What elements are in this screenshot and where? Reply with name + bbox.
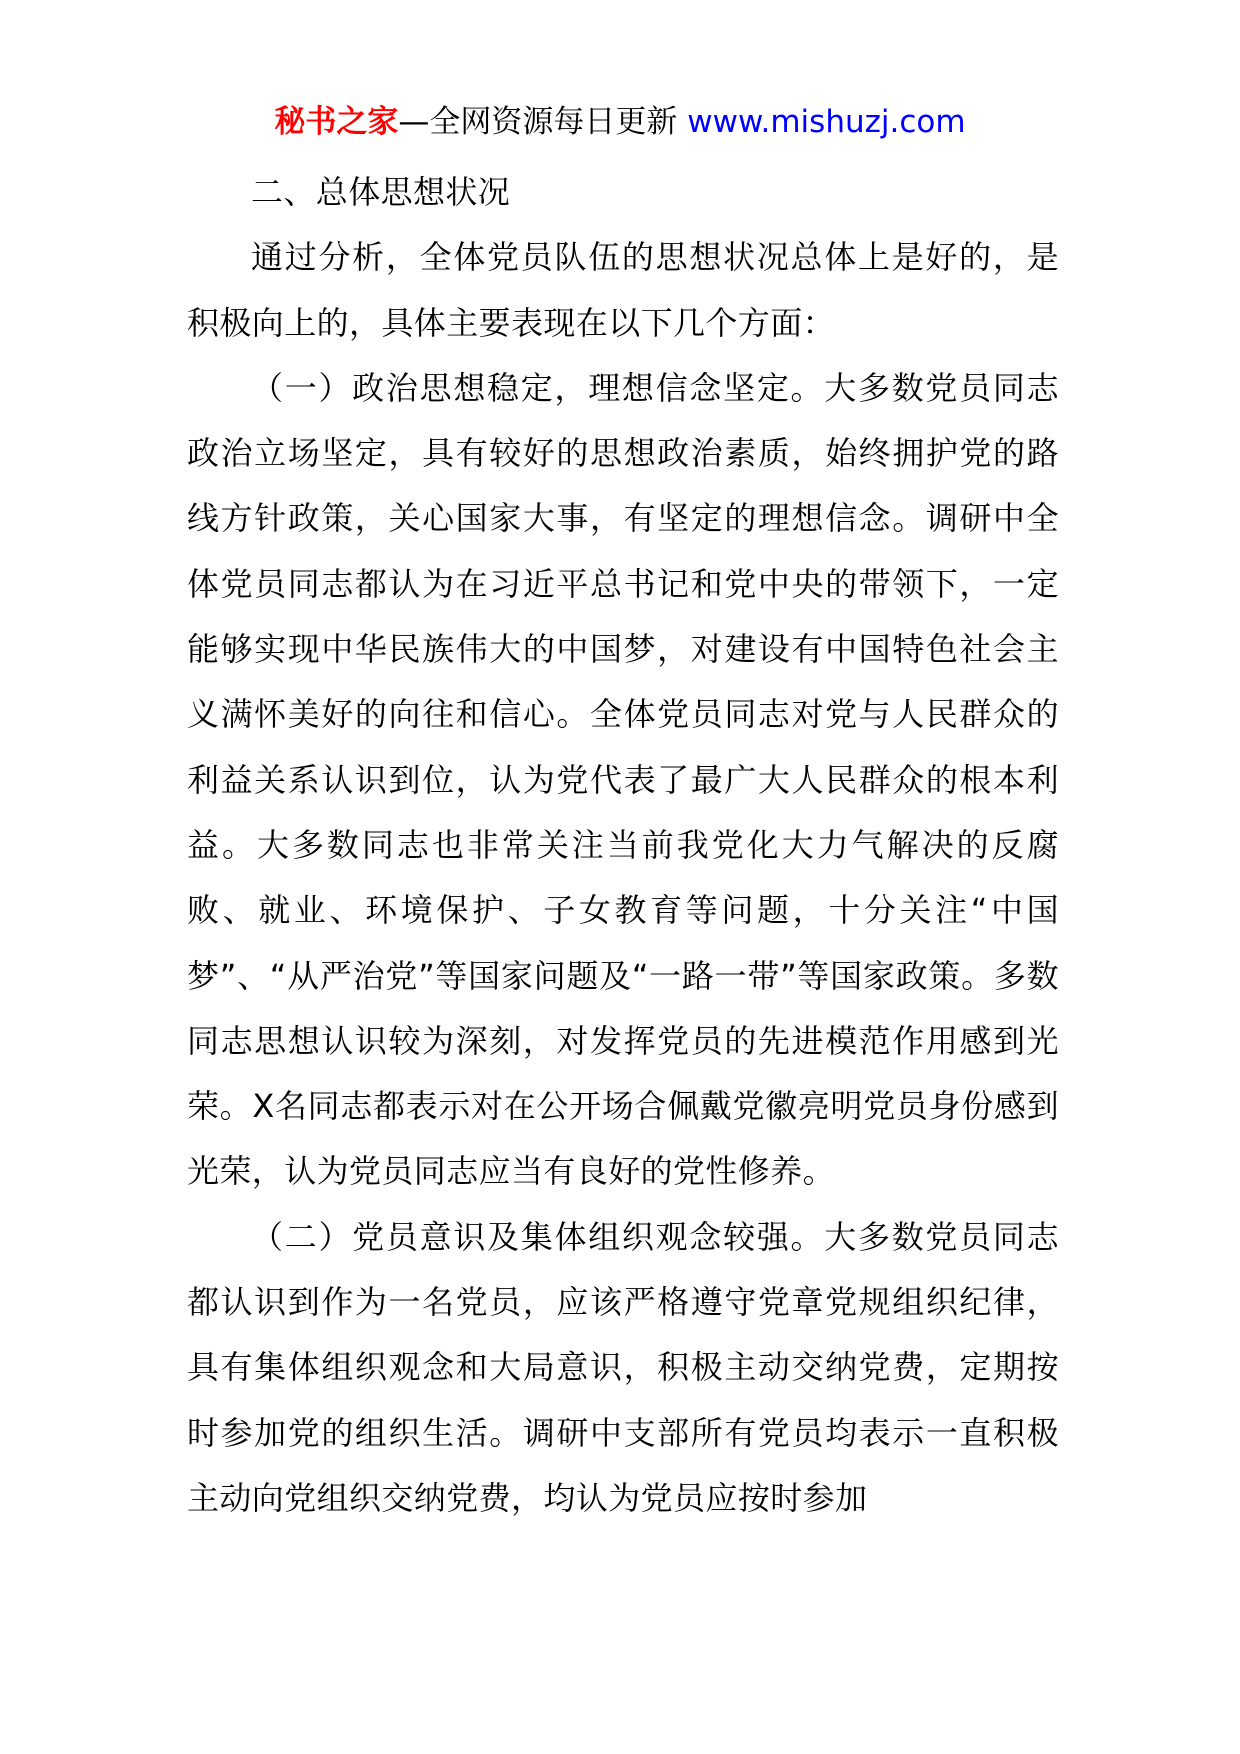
- document-body: [187, 160, 1059, 1531]
- header-tagline: —全网资源每日更新: [398, 104, 688, 140]
- site-url-link[interactable]: www.mishuzj.com: [687, 104, 966, 140]
- section-heading: 二、总体思想状况: [251, 173, 511, 211]
- paragraph-party-awareness: （二）党员意识及集体组织观念较强。大多数党员同志都认识到作为一名党员，应该严格遵守党章党规组织纪律，具有集体组织观念和大局意识，积极主动交纳党费，定期按时参加党的组织生活。调研中支部所有党员均表示一直积极主动向党组织交纳党费，均认为党员应按时参加: [187, 1217, 1059, 1517]
- paragraph-political-thought: （一）政治思想稳定，理想信念坚定。大多数党员同志政治立场坚定，具有较好的思想政治素质，始终拥护党的路线方针政策，关心国家大事，有坚定的理想信念。调研中全体党员同志都认为在习近平总书记和党中央的带领下，一定能够实现中华民族伟大的中国梦，对建设有中国特色社会主义满怀美好的向往和信心。全体党员同志对党与人民群众的利益关系认识到位，认为党代表了最广大人民群众的根本利益。大多数同志也非常关注当前我党化大力气解决的反腐败、就业、环境保护、子女教育等问题，十分关注“中国梦”、“从严治党”等国家问题及“一路一带”等国家政策。多数同志思想认识较为深刻，对发挥党员的先进模范作用感到光荣。X名同志都表示对在公开场合佩戴党徽亮明党员身份感到光荣，认为党员同志应当有良好的党性修养。: [187, 368, 1059, 1191]
- brand-name: 秘书之家: [274, 104, 399, 140]
- paragraph-intro: 通过分析，全体党员队伍的思想状况总体上是好的，是积极向上的，具体主要表现在以下几个方面：: [187, 238, 1059, 342]
- site-header: [0, 100, 1240, 144]
